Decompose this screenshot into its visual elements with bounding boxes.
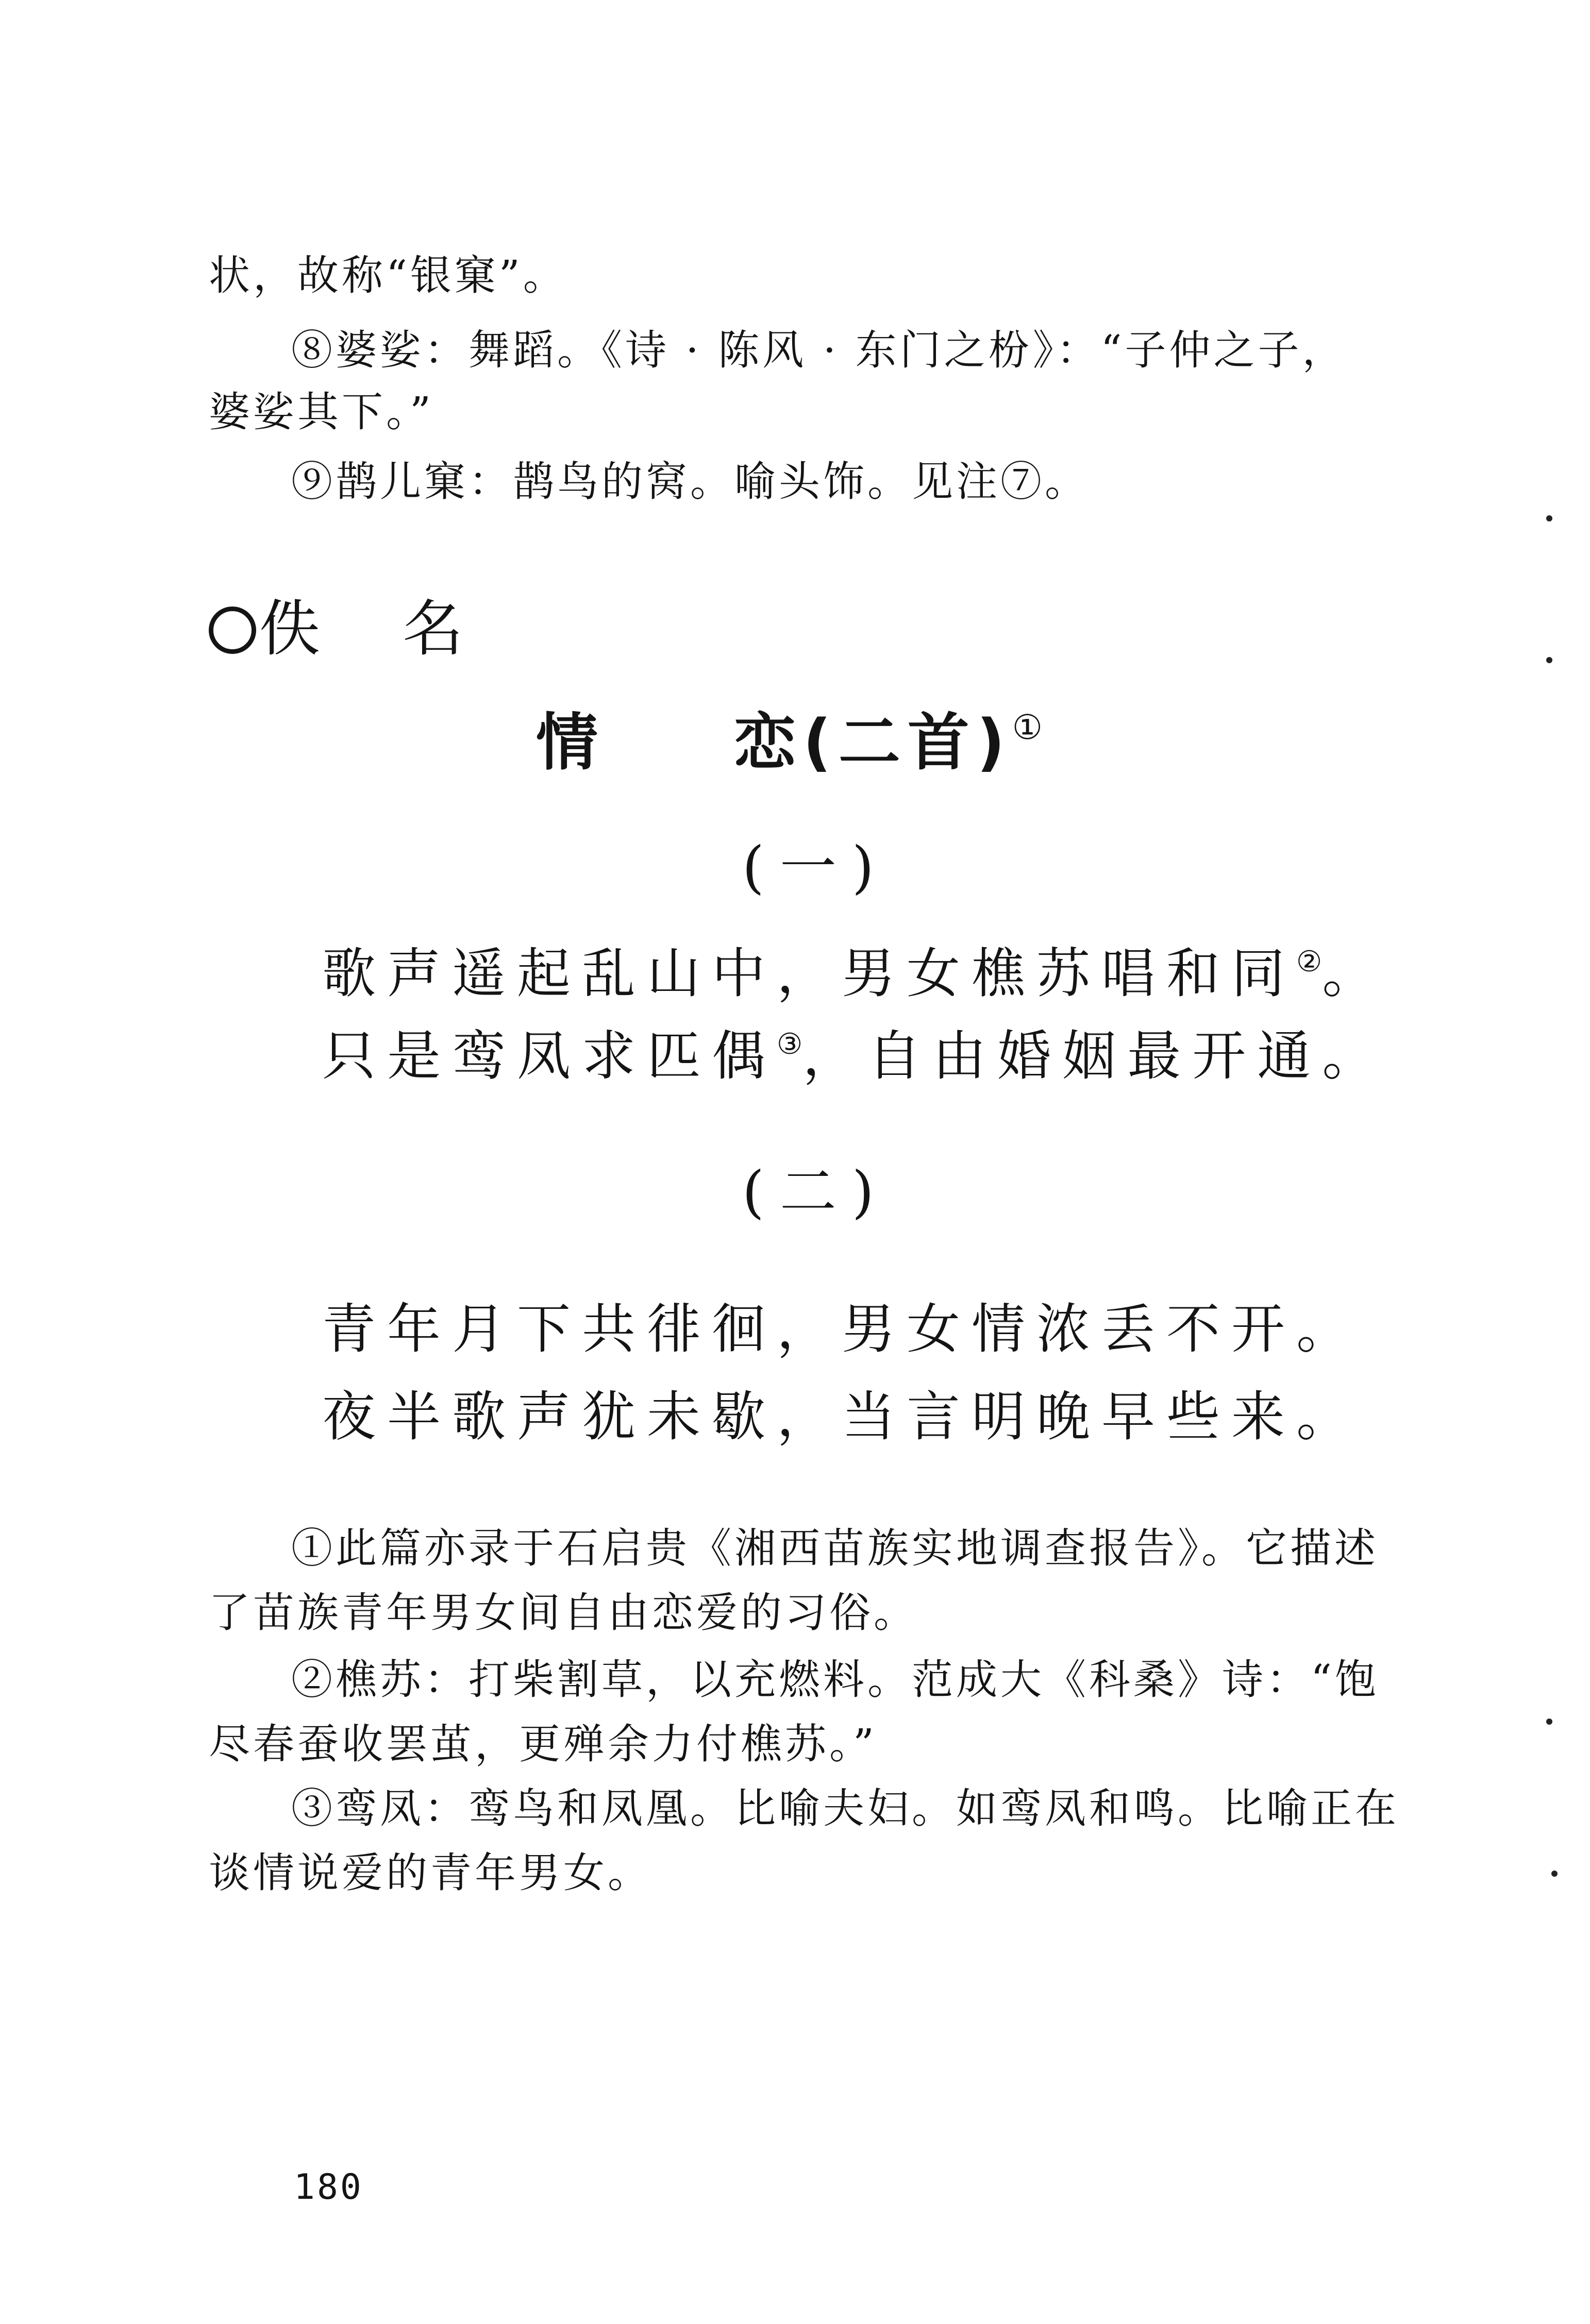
footnote-1-continuation: 了苗族青年男女间自由恋爱的习俗。: [209, 1589, 918, 1637]
footnote-2-continuation: 尽春蚕收罢茧，更殚余力付樵苏。”: [209, 1720, 877, 1768]
footnote-3: ③鸾凤：鸾鸟和凤凰。比喻夫妇。如鸾凤和鸣。比喻正在: [291, 1784, 1399, 1832]
author-name-part1: 佚: [259, 593, 331, 664]
circle-bullet-icon: [209, 607, 256, 654]
scan-speck: [1551, 1871, 1558, 1877]
poem-line: 夜半歌声犹未歇，当言明晚早些来。: [322, 1385, 1362, 1448]
poem-line-tail: ，自由婚姻最开通。: [802, 1024, 1387, 1087]
poem-title-part1: 情: [536, 707, 605, 779]
page-number: 180: [294, 2167, 363, 2208]
poem-line: 青年月下共徘徊，男女情浓丢不开。: [322, 1298, 1362, 1360]
footnote-3-continuation: 谈情说爱的青年男女。: [209, 1849, 652, 1897]
scan-speck: [1546, 657, 1552, 663]
poem-title-part2: 恋(二首): [734, 707, 1012, 779]
scan-speck: [1546, 515, 1552, 521]
section-heading-2: (二): [742, 1159, 890, 1225]
poem-line-tail: 。: [1322, 942, 1387, 1005]
section-heading-1: (一): [742, 834, 890, 900]
note-9: ⑨鹊儿窠：鹊鸟的窝。喻头饰。见注⑦。: [291, 458, 1089, 506]
author-name-part2: 名: [403, 593, 474, 664]
title-footnote-mark: ①: [1012, 708, 1050, 747]
poem-line: [322, 930, 1387, 1007]
poem-line-text: 歌声遥起乱山中，男女樵苏唱和同: [322, 942, 1297, 1005]
scan-speck: [1546, 1719, 1552, 1725]
note-8: ⑧婆娑：舞蹈。《诗 · 陈风 · 东门之枌》：“子仲之子，: [291, 326, 1347, 374]
poem-title: [536, 693, 1050, 782]
footnote-1: ①此篇亦录于石启贵《湘西苗族实地调查报告》。它描述: [291, 1524, 1379, 1572]
footnote-mark: ②: [1296, 945, 1323, 979]
author-heading: [209, 580, 474, 667]
poem-line-text: 只是鸾凤求匹偶: [322, 1024, 777, 1087]
footnote-mark: ③: [777, 1028, 803, 1061]
poem-line: [322, 1013, 1387, 1090]
note-8-continuation: 婆娑其下。”: [209, 388, 434, 436]
footnote-2: ②樵苏：打柴割草，以充燃料。范成大《科桑》诗：“饱: [291, 1656, 1379, 1704]
note-continuation: 状，故称“银窠”。: [209, 251, 567, 299]
